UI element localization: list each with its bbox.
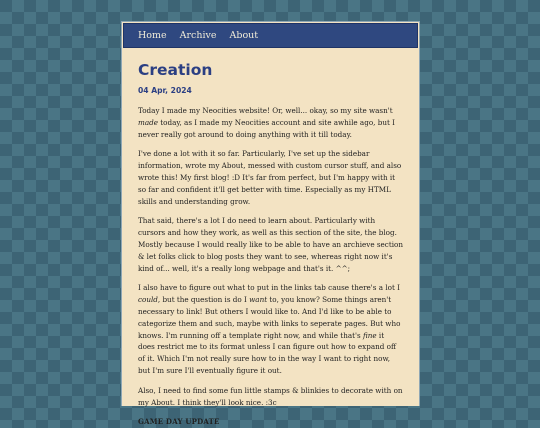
nav-home-link[interactable]: Home <box>138 30 167 41</box>
post-date: 04 Apr, 2024 <box>138 86 192 95</box>
post-title: Creation <box>138 61 213 79</box>
nav-archive-link[interactable]: Archive <box>179 30 217 41</box>
page-container <box>121 21 420 427</box>
post-paragraph-6: GAME DAY UPDATE <box>138 417 220 427</box>
nav-about-link[interactable]: About <box>229 30 259 41</box>
post-paragraph-5: Also, I need to find some fun little stamps & blinkies to decorate with on my About. I think they'll look nice. :3c <box>138 385 403 407</box>
top-nav <box>123 23 418 48</box>
post-content <box>122 49 419 428</box>
post-paragraph-1: Today I made my Neocities website! Or, well... okay, so my site wasn't made today, as I made my Neocities account and site awhile ago, but I never really got around to doing anything with it till today. <box>138 106 395 139</box>
post-paragraph-2: I've done a lot with it so far. Particularly, I've set up the sidebar information, wrote my About, messed with custom cursor stuff, and also wrote this! My first blog! :D It's far from perfect, but I'm happy with it so far and confident it'll get better with time. Especially as my HTML skills and understanding grow. <box>138 149 402 206</box>
post-paragraph-4: I also have to figure out what to put in the links tab cause there's a lot I could, but the question is do I want to, you know? Some things aren't necessary to link! But others I would like to. And I'd like to be able to categorize them and such, maybe with links to seperate pages. But who knows. I'm running off a template right now, and while that's fine it does restrict me to its format unless I can figure out how to expand off of it. Which I'm not really sure how to in the way I want to right now, but I'm sure I'll eventually figure it out. <box>138 283 401 375</box>
post-paragraph-3: That said, there's a lot I do need to learn about. Particularly with cursors and how they work, as well as this section of the site, the blog. Mostly because I would really like to be able to have an archieve section & let folks click to blog posts they want to see, whereas right now it's kind of... well, it's a really long webpage and that's it. ^^; <box>138 216 403 273</box>
